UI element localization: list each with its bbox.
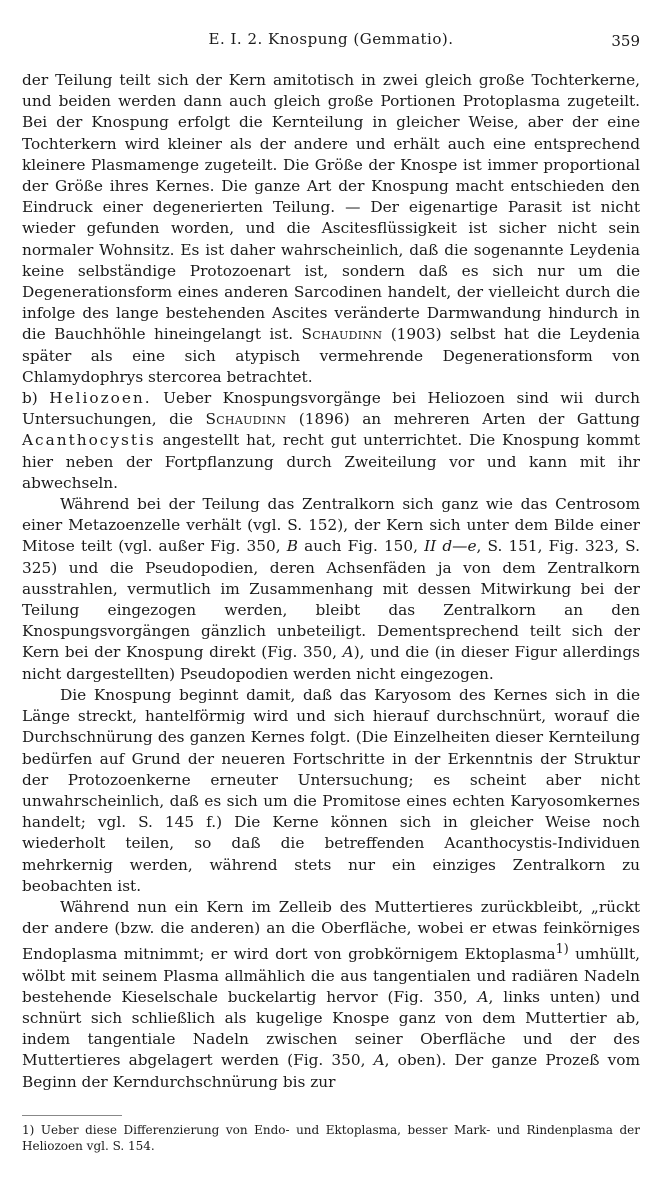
paragraph-5 xyxy=(22,897,640,1093)
p2-text-b: (1896) an mehreren Arten der Gattung xyxy=(298,410,640,429)
p1-text: der Teilung teilt sich der Kern amitotisch in zwei gleich große Tochterkerne, und beiden werden dann auch gleich große Portionen Protoplasma zugeteilt. Bei der Knospung erfolgt die Kernteilung in gleicher Weise, aber der eine Tochterkern wird kleiner als der andere und erhält auch eine entsprechend kleinere Plasmamenge zugeteilt. Die Größe der Knospe ist immer proportional der Größe ihres Kernes. Die ganze Art der Knospung macht entschieden den Eindruck einer degenerierten Teilung. — Der eigenartige Parasit ist nicht wieder gefunden worden, und die Ascitesflüssigkeit ist sicher nicht sein normaler Wohnsitz. Es ist daher wahrscheinlich, daß die sogenannte Leydenia keine selbständige Protozoenart ist, sondern daß es sich nur um die Degenerationsform eines anderen Sarcodinen handelt, der vielleicht durch die infolge des lange bestehenden Ascites veränderte Darmwandung hindurch in die Bauchhöhle hineingelangt ist. xyxy=(22,71,640,344)
p2-text-a: Ueber Knospungsvorgänge bei Heliozoen sind wii durch Untersuchungen, die xyxy=(22,389,640,429)
p5-a: Während nun ein Kern im Zelleib des Muttertieres zurückbleibt, „rückt der andere (bzw. die anderen) an die Oberfläche, wobei er etwas feinkörniges Endoplasma mitnimmt; er wird dort von grobkörnigem Ektoplasma xyxy=(22,897,640,964)
p3-g: ), und die (in dieser Figur allerdings nicht dargestellten) Pseudopodien werden nicht eingezogen. xyxy=(22,643,640,683)
p2-text-c: angestellt hat, recht gut unterrichtet. Die Knospung kommt hier neben der Fortpflanzung durch Zweiteilung vor und kann mit ihr abwechseln. xyxy=(22,431,640,492)
paragraph-2 xyxy=(22,388,640,494)
p1-rest: (1903) selbst hat die Leydenia später als eine sich atypisch vermehrende Degenerationsform von Chlamydophrys stercorea betrachtet. xyxy=(22,325,640,386)
genus-name: Acanthocystis xyxy=(22,431,156,450)
figure-ref-italic: A xyxy=(342,643,354,662)
figure-ref-italic: II d—e xyxy=(424,537,477,556)
footnote-marker: 1) xyxy=(22,1122,35,1137)
section-heading: Heliozoen. xyxy=(49,389,152,408)
p5-b: umhüllt, wölbt mit seinem Plasma allmählich die aus tangentialen und radiären Nadeln bestehende Kieselschale buckelartig hervor (Fig. 350, xyxy=(22,945,640,1006)
footnote-text: Ueber diese Differenzierung von Endo- und Ektoplasma, besser Mark- und Rindenplasma der Heliozoen vgl. S. 154. xyxy=(22,1122,640,1153)
p3-a: Während bei der Teilung das Zentralkorn sich ganz wie das Centrosom einer Metazoenzelle verhält (vgl. S. 152), der Kern sich unter dem Bilde einer Mitose teilt (vgl. außer Fig. 350, xyxy=(22,495,640,556)
p3-e: , S. 151, Fig. 323, S. 325) und die Pseudopodien, deren Achsenfäden ja von dem Zentralkorn ausstrahlen, vermutlich im Zusammenhang mit dessen Mitwirkung bei der Teilung eingezogen werden, bleibt das Zentralkorn an den Knospungsvorgängen gänzlich unbeteiligt. Dementsprechend teilt sich der Kern bei der Knospung direkt (Fig. 350, xyxy=(22,537,640,662)
running-head: E. I. 2. Knospung (Gemmatio). xyxy=(208,30,454,48)
figure-ref-italic: A xyxy=(477,987,489,1006)
p3-c: auch Fig. 150, xyxy=(304,537,418,556)
footnote-divider xyxy=(22,1115,122,1116)
footnote-reference: 1) xyxy=(555,942,569,958)
paragraph-4 xyxy=(22,685,640,897)
section-label: b) xyxy=(22,389,38,408)
page-number: 359 xyxy=(611,32,640,50)
page-header xyxy=(22,30,640,70)
figure-ref-italic: B xyxy=(286,537,298,556)
p5-d: , links unten) und schnürt sich schließlich als kugelige Knospe ganz von dem Muttertier ab, indem tangentiale Nadeln zwischen seiner Oberfläche und der des Muttertieres abgelagert werden (Fig. 350, xyxy=(22,987,640,1070)
paragraph-3 xyxy=(22,494,640,685)
paragraph-1 xyxy=(22,70,640,388)
author-name: Schaudinn xyxy=(301,325,383,344)
main-text xyxy=(22,70,640,1093)
footnote xyxy=(22,1122,640,1154)
p5-f: , oben). Der ganze Prozeß vom Beginn der Kerndurchschnürung bis zur xyxy=(22,1051,640,1091)
author-name: Schaudinn xyxy=(205,410,287,429)
figure-ref-italic: A xyxy=(373,1051,385,1070)
p4-text: Die Knospung beginnt damit, daß das Karyosom des Kernes sich in die Länge streckt, hantelförmig wird und sich hierauf durchschnürt, worauf die Durchschnürung des ganzen Kernes folgt. (Die Einzelheiten dieser Kernteilung bedürfen auf Grund der neueren Fortschritte in der Erkenntnis der Struktur der Protozoenkerne erneuter Untersuchung; es scheint aber nicht unwahrscheinlich, daß es sich um die Promitose eines echten Karyosomkernes handelt; vgl. S. 145 f.) Die Kerne können sich in gleicher Weise noch wiederholt teilen, so daß die betreffenden Acanthocystis-Individuen mehrkernig werden, während stets nur ein einziges Zentralkorn zu beobachten ist. xyxy=(22,685,640,895)
